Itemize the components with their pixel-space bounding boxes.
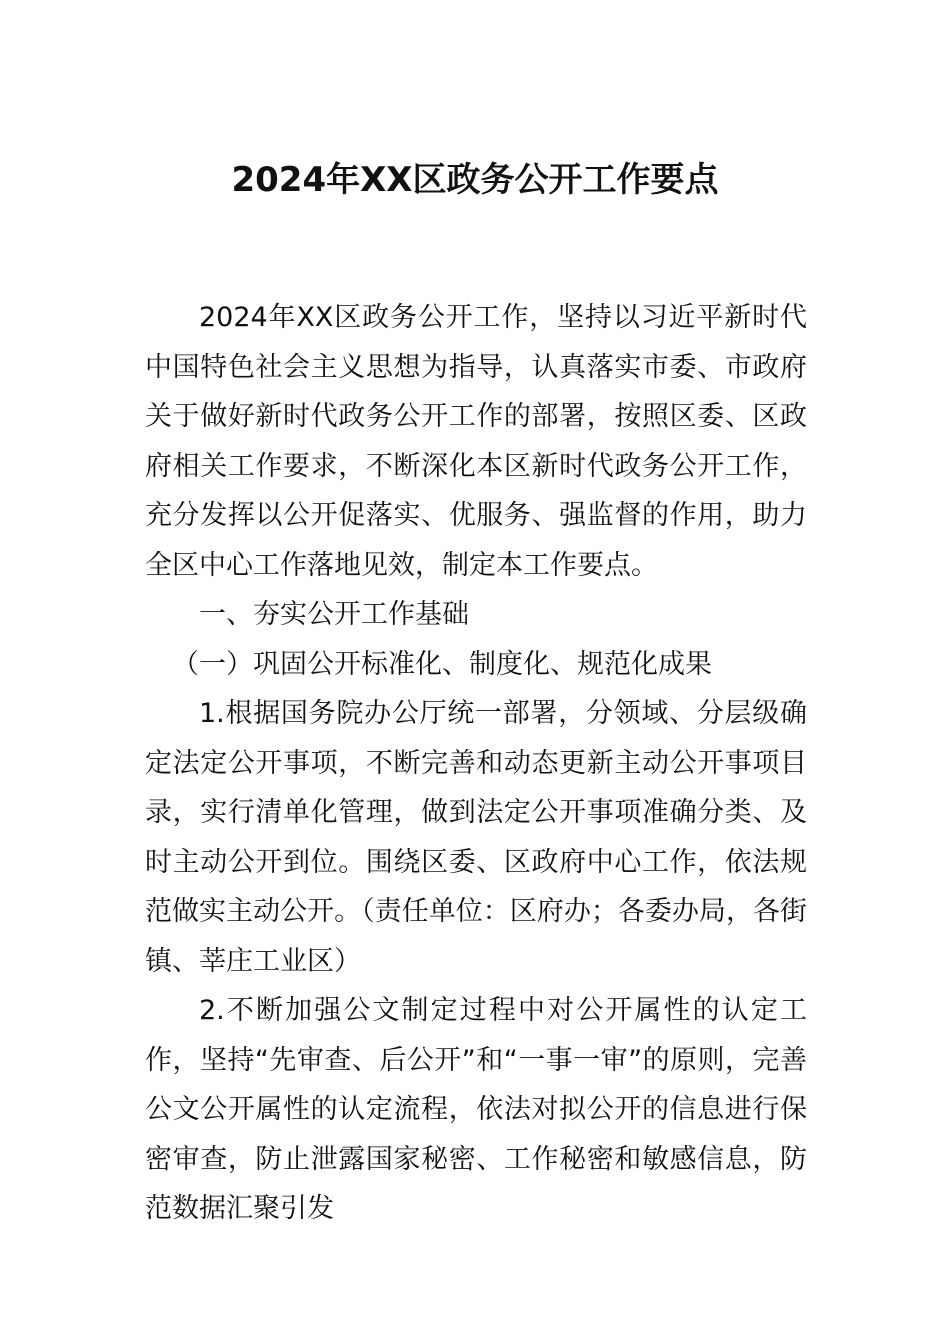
document-title: 2024年XX区政务公开工作要点: [231, 160, 719, 200]
subsection-heading: （一）巩固公开标准化、制度化、规范化成果: [172, 648, 712, 680]
intro-paragraph: 2024年XX区政务公开工作，坚持以习近平新时代中国特色社会主义思想为指导，认真落实市委、市政府关于做好新时代政务公开工作的部署，按照区委、区政府相关工作要求，不断深化本区新时代政务公开工作，充分发挥以公开促落实、优服务、强监督的作用，助力全区中心工作落地见效，制定本工作要点。: [145, 302, 807, 581]
item-paragraph-1: 1.根据国务院办公厅统一部署，分领域、分层级确定法定公开事项，不断完善和动态更新主动公开事项目录，实行清单化管理，做到法定公开事项准确分类、及时主动公开到位。围绕区委、区政府中心工作，依法规范做实主动公开。（责任单位：区府办；各委办局，各街镇、莘庄工业区）: [145, 698, 807, 977]
document-body: [145, 293, 807, 1234]
section-heading: 一、夯实公开工作基础: [199, 599, 469, 630]
item-paragraph-2: 2.不断加强公文制定过程中对公开属性的认定工作，坚持“先审查、后公开”和“一事一审”的原则，完善公文公开属性的认定流程，依法对拟公开的信息进行保密审查，防止泄露国家秘密、工作秘密和敏感信息，防范数据汇聚引发: [145, 995, 807, 1224]
